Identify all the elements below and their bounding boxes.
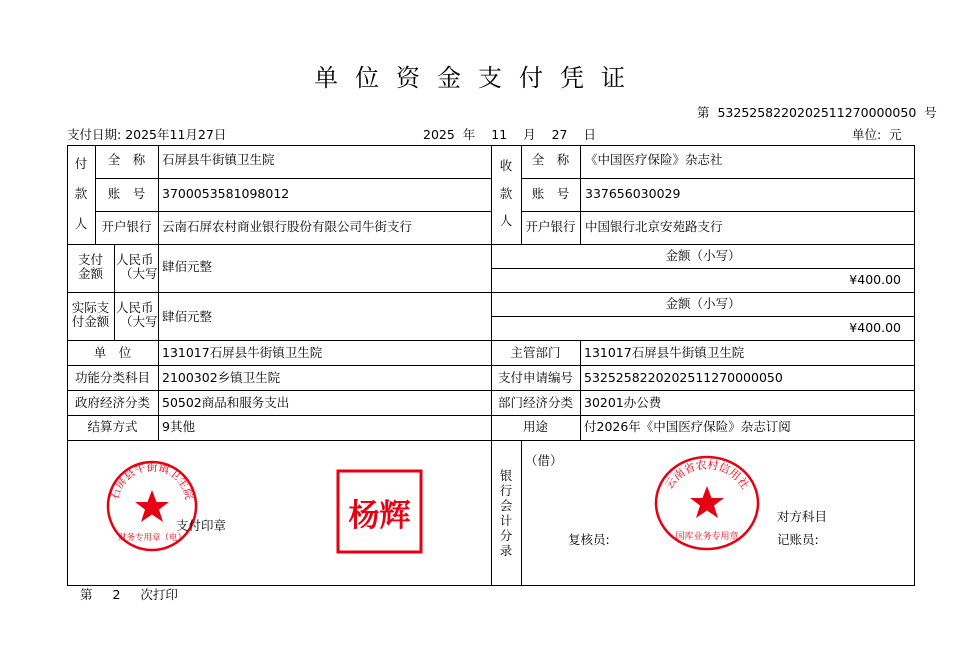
payment-amount-label-line2: 金额 (77, 266, 103, 281)
payer-seal-outer-text: 石屏县牛街镇卫生院 (108, 460, 196, 502)
row-settlement-label: 结算方式 (87, 419, 138, 434)
actual-rmb-line2: （大写 (120, 314, 158, 329)
svg-text:云南省农村信用社 (662, 457, 752, 491)
voucher-number-line (697, 103, 937, 121)
payer-bank-label: 开户银行 (101, 219, 152, 234)
row-gov-econ-label: 政府经济分类 (74, 395, 150, 410)
row-dept-value: 131017石屏县牛街镇卫生院 (584, 345, 745, 360)
voucher-number: 5325258220202511270000050 (717, 105, 917, 120)
name-seal (336, 469, 423, 554)
actual-amount-label (67, 301, 114, 329)
payment-amount-label (67, 253, 114, 281)
bank-label-char: 行 (499, 483, 513, 498)
actual-amount-label-line2: 付金额 (71, 314, 110, 329)
grid-line (580, 145, 581, 244)
debit-label: （借） (525, 453, 563, 468)
payment-amount-label-line1: 支付 (77, 252, 103, 267)
grid-line (95, 178, 491, 179)
row-unit-value: 131017石屏县牛街镇卫生院 (162, 345, 323, 360)
row-function-label: 功能分类科目 (74, 370, 150, 385)
payment-rmb-line2: （大写 (120, 266, 158, 281)
bank-label-char: 会 (499, 498, 513, 513)
payer-finance-seal (106, 460, 198, 552)
payee-account: 337656030029 (585, 186, 681, 201)
payee-bank: 中国银行北京安苑路支行 (585, 219, 723, 234)
row-purpose-label: 用途 (522, 419, 548, 434)
actual-amount-words: 肆佰元整 (162, 309, 213, 324)
payment-amount-value: ¥400.00 (849, 272, 901, 287)
voucher-number-prefix: 第 (697, 105, 710, 120)
pay-date-label: 支付日期: (67, 127, 122, 142)
actual-rmb-label (116, 301, 158, 329)
payer-group-label-1: 付 (74, 156, 88, 171)
payer-group-label-3: 人 (74, 216, 88, 231)
name-seal-text: 杨辉 (348, 498, 411, 534)
payee-group-label-2: 款 (499, 186, 513, 201)
center-date-day: 27 (551, 127, 568, 142)
pay-date: 2025年11月27日 (125, 127, 227, 142)
bank-seal-outer-text: 云南省农村信用社 (662, 458, 752, 492)
bookkeeper-label: 记账员: (777, 532, 819, 547)
center-date (423, 125, 596, 143)
payee-name-label: 全 称 (531, 152, 570, 167)
actual-small-label: 金额（小写） (665, 296, 741, 311)
row-dept-label: 主管部门 (510, 345, 561, 360)
grid-line (521, 440, 522, 586)
payment-amount-words: 肆佰元整 (162, 259, 213, 274)
actual-rmb-line1: 人民币 (116, 300, 154, 315)
reviewer-label: 复核员: (568, 532, 610, 547)
payee-bank-label: 开户银行 (525, 219, 576, 234)
payer-account-label: 账 号 (107, 186, 146, 201)
print-count-number: 2 (112, 587, 121, 602)
payer-group-label-2: 款 (74, 186, 88, 201)
grid-line (491, 316, 915, 317)
payer-bank: 云南石屏农村商业银行股份有限公司牛街支行 (162, 219, 413, 234)
row-application-label: 支付申请编号 (497, 370, 573, 385)
voucher-title: 单位资金支付凭证 (314, 64, 642, 92)
grid-line (580, 340, 581, 440)
payee-group-label-1: 收 (499, 158, 513, 173)
print-count-suffix: 次打印 (140, 587, 178, 602)
payer-seal-bottom-text: 财务专用章（电） (117, 533, 187, 543)
payer-seal-label: 支付印章 (176, 518, 227, 533)
payee-name: 《中国医疗保险》杂志社 (585, 152, 723, 167)
grid-line (95, 211, 491, 212)
row-settlement-value: 9其他 (162, 419, 195, 434)
center-date-year: 2025 (423, 127, 455, 142)
bank-seal (654, 455, 760, 551)
payer-name-label: 全 称 (107, 152, 146, 167)
bank-label-char: 录 (499, 543, 513, 558)
center-date-month-unit: 月 (523, 127, 536, 142)
payment-small-label: 金额（小写） (665, 248, 741, 263)
payee-account-label: 账 号 (531, 186, 570, 201)
center-date-month: 11 (491, 127, 508, 142)
payment-rmb-line1: 人民币 (116, 252, 154, 267)
row-dept-econ-value: 30201办公费 (584, 395, 662, 410)
row-gov-econ-value: 50502商品和服务支出 (162, 395, 290, 410)
actual-amount-label-line1: 实际支 (71, 300, 110, 315)
print-count (80, 585, 178, 603)
grid-line (114, 244, 115, 340)
unit-line (852, 125, 902, 143)
grid-line (491, 268, 915, 269)
counter-account-label: 对方科目 (777, 509, 828, 524)
voucher-number-suffix: 号 (924, 105, 937, 120)
pay-date-line (67, 125, 226, 143)
payee-group-label-3: 人 (499, 213, 513, 228)
bank-label-char: 分 (499, 528, 513, 543)
row-application-value: 5325258220202511270000050 (584, 370, 783, 385)
bank-seal-bottom-text: 国库业务专用章 (675, 532, 739, 542)
payer-account: 3700053581098012 (162, 186, 290, 201)
payer-name: 石屏县牛街镇卫生院 (162, 152, 275, 167)
row-purpose-value: 付2026年《中国医疗保险》杂志订阅 (584, 419, 791, 434)
payment-rmb-label (116, 253, 158, 281)
grid-line (158, 145, 159, 440)
row-dept-econ-label: 部门经济分类 (497, 395, 573, 410)
bank-label-char: 银 (499, 468, 513, 483)
actual-amount-value: ¥400.00 (849, 320, 901, 335)
center-date-year-unit: 年 (462, 127, 476, 142)
row-function-value: 2100302乡镇卫生院 (162, 370, 281, 385)
center-date-day-unit: 日 (583, 127, 596, 142)
print-count-prefix: 第 (80, 587, 93, 602)
unit-label: 单位: (852, 127, 882, 142)
row-unit-label: 单 位 (93, 345, 132, 360)
bank-label-char: 计 (499, 513, 513, 528)
unit-value: 元 (889, 127, 902, 142)
bank-accounting-label (491, 468, 521, 558)
